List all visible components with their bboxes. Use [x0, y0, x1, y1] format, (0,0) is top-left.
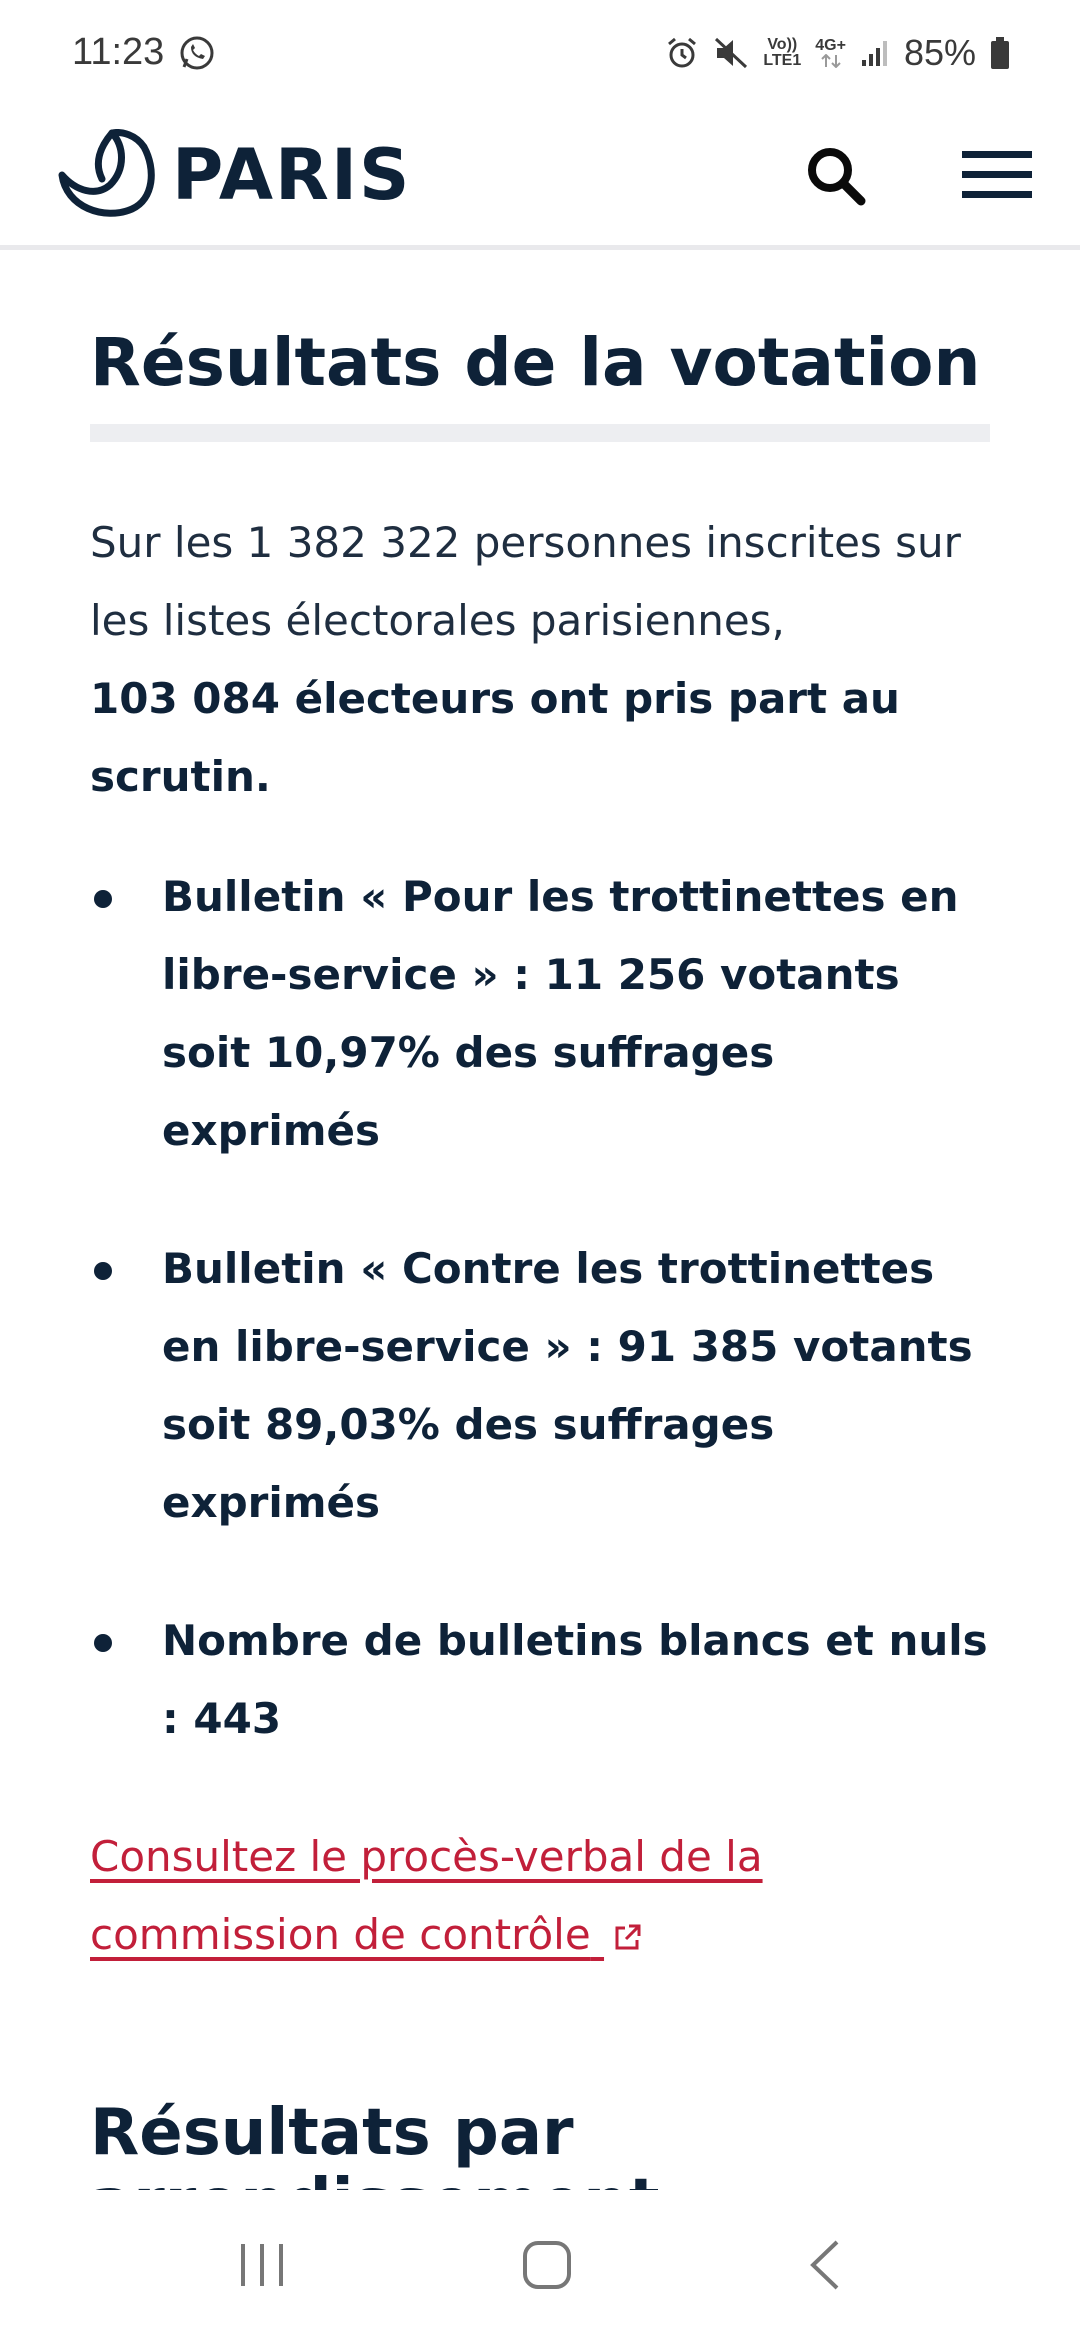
system-nav-bar: [0, 2190, 1080, 2340]
main-content: [90, 250, 990, 2281]
network-indicator: [815, 38, 846, 68]
results-list: [90, 858, 990, 1758]
alarm-icon: [665, 36, 699, 70]
brand-name: PARIS: [172, 134, 412, 216]
site-header: [0, 105, 1080, 250]
battery-icon: [990, 36, 1010, 70]
signal-icon: [860, 38, 890, 68]
result-text: Bulletin « Contre les trottinettes en libre-service » : 91 385 votants soit 89,03% des suffrages exprimés: [162, 1243, 973, 1527]
menu-icon[interactable]: [962, 147, 1032, 203]
bullet-icon: [94, 1262, 112, 1280]
status-time: 11:23: [72, 31, 165, 73]
recents-icon[interactable]: [237, 2242, 287, 2288]
search-icon[interactable]: [804, 144, 866, 206]
header-actions: [804, 144, 1032, 206]
data-arrows-icon: [820, 54, 842, 68]
volte-indicator: [763, 37, 801, 69]
status-left: [72, 31, 216, 74]
brand-link[interactable]: [56, 129, 411, 221]
bullet-icon: [94, 890, 112, 908]
list-item: [90, 1230, 990, 1542]
section-title: Résultats par: [90, 2095, 574, 2170]
paris-logo-icon: [56, 129, 156, 221]
proces-verbal-link[interactable]: [90, 1818, 990, 1978]
whatsapp-icon: [178, 34, 216, 72]
network-type: 4G+: [815, 36, 846, 54]
intro-strong: 103 084 électeurs ont pris part au scrutin.: [90, 673, 900, 801]
intro-text: Sur les 1 382 322 personnes inscrites sur les listes électorales parisiennes,: [90, 517, 961, 645]
intro-paragraph: [90, 504, 990, 816]
result-text: Nombre de bulletins blancs et nuls : 443: [162, 1615, 988, 1743]
home-icon[interactable]: [522, 2240, 572, 2290]
status-bar: [0, 0, 1080, 105]
mute-icon: [713, 36, 749, 70]
page-title: Résultats de la votation: [90, 324, 981, 401]
back-icon[interactable]: [807, 2239, 843, 2291]
status-right: [665, 32, 1010, 74]
external-link-icon: [612, 1900, 642, 1978]
list-item: [90, 858, 990, 1170]
title-divider: [90, 424, 990, 442]
battery-percent: 85%: [903, 31, 976, 73]
proces-verbal-link-label: Consultez le procès-verbal de la commission de contrôle: [90, 1831, 763, 1959]
bullet-icon: [94, 1634, 112, 1652]
volte-bottom: LTE1: [763, 51, 802, 69]
volte-top: Vo)): [767, 35, 798, 53]
result-text: Bulletin « Pour les trottinettes en libre-service » : 11 256 votants soit 10,97% des suffrages exprimés: [162, 871, 959, 1155]
list-item: [90, 1602, 990, 1758]
